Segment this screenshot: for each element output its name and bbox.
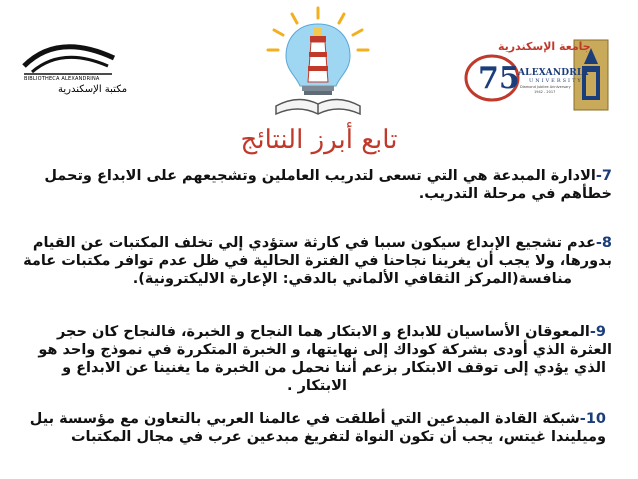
result-item-7 bbox=[22, 167, 612, 203]
page-title: تابع أبرز النتائج bbox=[240, 125, 398, 155]
jubilee-75-number: 75 bbox=[478, 61, 520, 96]
item-9-line-1: 9-المعوقان الأساسيان للابداع و الابتكار هما النجاح و الخبرة، فالنجاح كان حجر bbox=[57, 324, 606, 340]
item-9-number: 9- bbox=[589, 324, 606, 340]
item-9-line-3: الذي يؤدي إلى توقف الابتكار بزعم أننا نحمل من الخبرة ما يغنينا عن الابداع و bbox=[62, 360, 606, 376]
result-item-8 bbox=[22, 234, 612, 288]
item-10-line-2: وميليندا غيتس، يجب أن تكون النواة لتفريغ مبدعين عرب في مجال المكتبات bbox=[70, 429, 606, 445]
lightbulb-lighthouse-icon bbox=[262, 6, 374, 122]
alexandria-university-english-name: ALEXANDRIA bbox=[518, 68, 589, 78]
item-10-line-1: 10-شبكة القادة المبدعين التي أطلقت في عالمنا العربي بالتعاون مع مؤسسة بيل bbox=[29, 411, 606, 427]
bibalex-arabic-name: مكتبة الإسكندرية bbox=[58, 84, 128, 95]
lightbulb-book-logo bbox=[262, 6, 374, 122]
item-10-number: 10- bbox=[579, 411, 606, 427]
alexandria-university-logo bbox=[462, 34, 612, 116]
item-7-line-1: 7-الادارة المبدعة هي التي تسعى لتدريب العاملين وتشجيعهم على الابداع وتحمل bbox=[44, 168, 612, 184]
bibliotheca-alexandrina-logo bbox=[18, 36, 128, 106]
diamond-jubilee-label: Diamond Jubilee Anniversary bbox=[520, 85, 571, 89]
alexandria-university-arabic-name: جامعة الإسكندرية bbox=[498, 40, 591, 53]
item-8-line-3: منافسة(المركز الثقافي الألماني بالدقي: الإعارة الاليكترونية). bbox=[132, 271, 572, 287]
result-item-10 bbox=[22, 410, 612, 446]
item-7-line-2: خطأهم في مرحلة التدريب. bbox=[418, 186, 612, 202]
item-7-number: 7- bbox=[595, 168, 612, 184]
result-item-9 bbox=[22, 323, 612, 395]
item-9-line-2: العثرة الذي أودى بشركة كوداك إلى نهايتها، و الخبرة المتكررة في نموذج واحد هو bbox=[38, 342, 612, 358]
alexandria-university-label: UNIVERSITY bbox=[529, 78, 583, 84]
bibalex-arc-icon bbox=[18, 36, 128, 78]
item-9-line-4: الابتكار . bbox=[287, 378, 347, 394]
item-8-line-1: 8-عدم تشجيع الإبداع سيكون سببا في كارثة ستؤدي إلي تخلف المكتبات عن القيام bbox=[32, 235, 612, 251]
item-8-line-2: بدورها، ولا يجب أن يغرينا نجاحنا في الفترة الحالية في ظل عدم توافر مكتبات عامة bbox=[23, 253, 612, 269]
jubilee-years-label: 1942 - 2017 bbox=[534, 90, 556, 94]
item-8-number: 8- bbox=[595, 235, 612, 251]
bibalex-english-name: BIBLIOTHECA ALEXANDRINA bbox=[24, 76, 100, 82]
